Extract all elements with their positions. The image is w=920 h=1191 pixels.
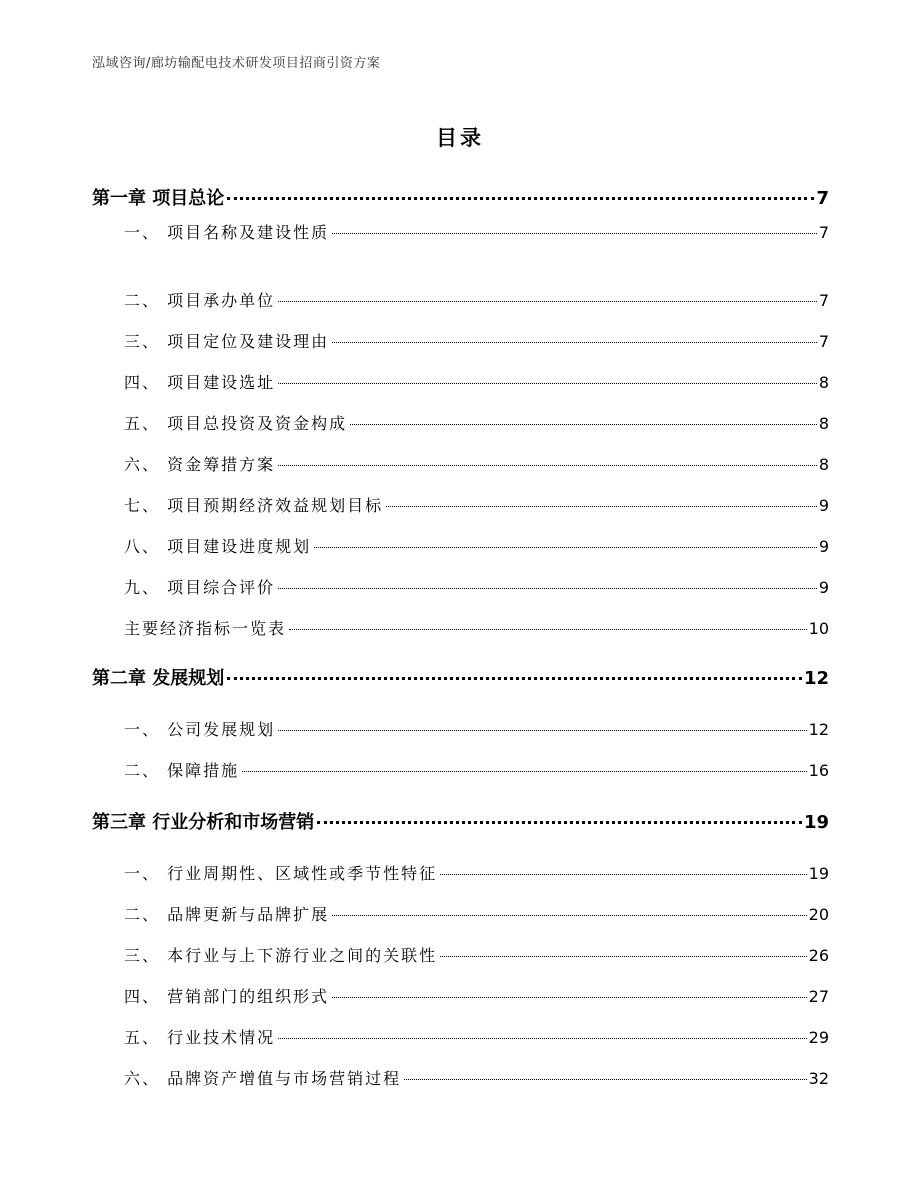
toc-entry[interactable] — [92, 1025, 829, 1048]
dot-leader — [332, 233, 817, 234]
dot-leader — [404, 1079, 807, 1080]
toc-entry-page: 7 — [818, 291, 829, 310]
toc-entry-page: 9 — [818, 496, 829, 515]
toc-entry-label: 四、 营销部门的组织形式 — [124, 987, 330, 1006]
toc-entry-label: 一、 项目名称及建设性质 — [124, 223, 330, 242]
page-title: 目录 — [436, 126, 484, 150]
toc-entry-label: 六、 品牌资产增值与市场营销过程 — [124, 1069, 402, 1088]
dot-leader — [242, 771, 807, 772]
toc-entry-page: 20 — [808, 905, 829, 924]
dot-leader — [350, 424, 817, 425]
dot-leader — [278, 730, 807, 731]
toc-entry-label: 三、 项目定位及建设理由 — [124, 332, 330, 351]
toc-entry-label: 三、 本行业与上下游行业之间的关联性 — [124, 946, 438, 965]
toc-entry-label: 五、 行业技术情况 — [124, 1028, 276, 1047]
dot-leader — [278, 588, 817, 589]
running-header: 泓域咨询/廊坊输配电技术研发项目招商引资方案 — [92, 56, 381, 71]
toc-entry[interactable] — [92, 452, 829, 475]
toc-entry[interactable] — [92, 984, 829, 1007]
toc-entry-label: 一、 行业周期性、区域性或季节性特征 — [124, 864, 438, 883]
toc-entry-page: 8 — [818, 414, 829, 433]
toc-entry[interactable] — [92, 943, 829, 966]
toc-entry[interactable] — [92, 808, 829, 834]
toc-entry-label: 四、 项目建设选址 — [124, 373, 276, 392]
toc-entry[interactable] — [92, 220, 829, 243]
toc-entry[interactable] — [92, 902, 829, 925]
toc-entry-label: 五、 项目总投资及资金构成 — [124, 414, 348, 433]
toc-entry[interactable] — [92, 758, 829, 781]
toc-entry[interactable] — [92, 493, 829, 516]
toc-entry-label: 第二章 发展规划 — [92, 668, 225, 689]
toc-entry[interactable] — [92, 1066, 829, 1089]
toc-entry[interactable] — [92, 534, 829, 557]
toc-entry-page: 19 — [803, 812, 829, 833]
toc-entry[interactable] — [92, 575, 829, 598]
dot-leader — [227, 677, 802, 680]
toc-entry-page: 12 — [803, 668, 829, 689]
toc-entry[interactable] — [92, 329, 829, 352]
toc-entry-label: 九、 项目综合评价 — [124, 578, 276, 597]
toc-entry-label: 七、 项目预期经济效益规划目标 — [124, 496, 384, 515]
dot-leader — [332, 342, 817, 343]
toc-entry-page: 8 — [818, 373, 829, 392]
toc-entry-label: 二、 项目承办单位 — [124, 291, 276, 310]
toc-entry-label: 主要经济指标一览表 — [124, 619, 287, 638]
toc-entry-page: 26 — [808, 946, 829, 965]
toc-entry-page: 8 — [818, 455, 829, 474]
toc-entry[interactable] — [92, 288, 829, 311]
dot-leader — [317, 821, 802, 824]
toc-entry-page: 9 — [818, 537, 829, 556]
dot-leader — [278, 301, 817, 302]
dot-leader — [386, 506, 817, 507]
dot-leader — [289, 629, 807, 630]
toc-entry-page: 29 — [808, 1028, 829, 1047]
toc-entry-page: 16 — [808, 761, 829, 780]
toc-entry[interactable] — [92, 370, 829, 393]
dot-leader — [278, 383, 817, 384]
toc-entry-page: 10 — [808, 619, 829, 638]
dot-leader — [332, 997, 807, 998]
toc-entry-page: 9 — [818, 578, 829, 597]
dot-leader — [440, 874, 807, 875]
toc-entry[interactable] — [92, 664, 829, 690]
toc-entry-label: 二、 保障措施 — [124, 761, 240, 780]
toc-entry[interactable] — [92, 411, 829, 434]
dot-leader — [314, 547, 817, 548]
dot-leader — [332, 915, 807, 916]
toc-entry-page: 12 — [808, 720, 829, 739]
toc-entry-page: 27 — [808, 987, 829, 1006]
toc-entry-label: 第一章 项目总论 — [92, 188, 225, 209]
toc-entry-page: 7 — [818, 223, 829, 242]
toc-entry-page: 7 — [818, 332, 829, 351]
dot-leader — [278, 1038, 807, 1039]
toc-entry-label: 第三章 行业分析和市场营销 — [92, 812, 315, 833]
toc-entry-page: 32 — [808, 1069, 829, 1088]
toc-entry-label: 八、 项目建设进度规划 — [124, 537, 312, 556]
toc-entry-label: 六、 资金筹措方案 — [124, 455, 276, 474]
toc-entry[interactable] — [92, 717, 829, 740]
toc-entry[interactable] — [92, 861, 829, 884]
toc-entry[interactable] — [92, 184, 829, 210]
toc-entry-label: 二、 品牌更新与品牌扩展 — [124, 905, 330, 924]
dot-leader — [278, 465, 817, 466]
toc-entry-page: 7 — [816, 188, 829, 209]
toc-entry-page: 19 — [808, 864, 829, 883]
dot-leader — [440, 956, 807, 957]
toc-entry[interactable] — [92, 616, 829, 639]
toc-entry-label: 一、 公司发展规划 — [124, 720, 276, 739]
dot-leader — [227, 197, 814, 200]
